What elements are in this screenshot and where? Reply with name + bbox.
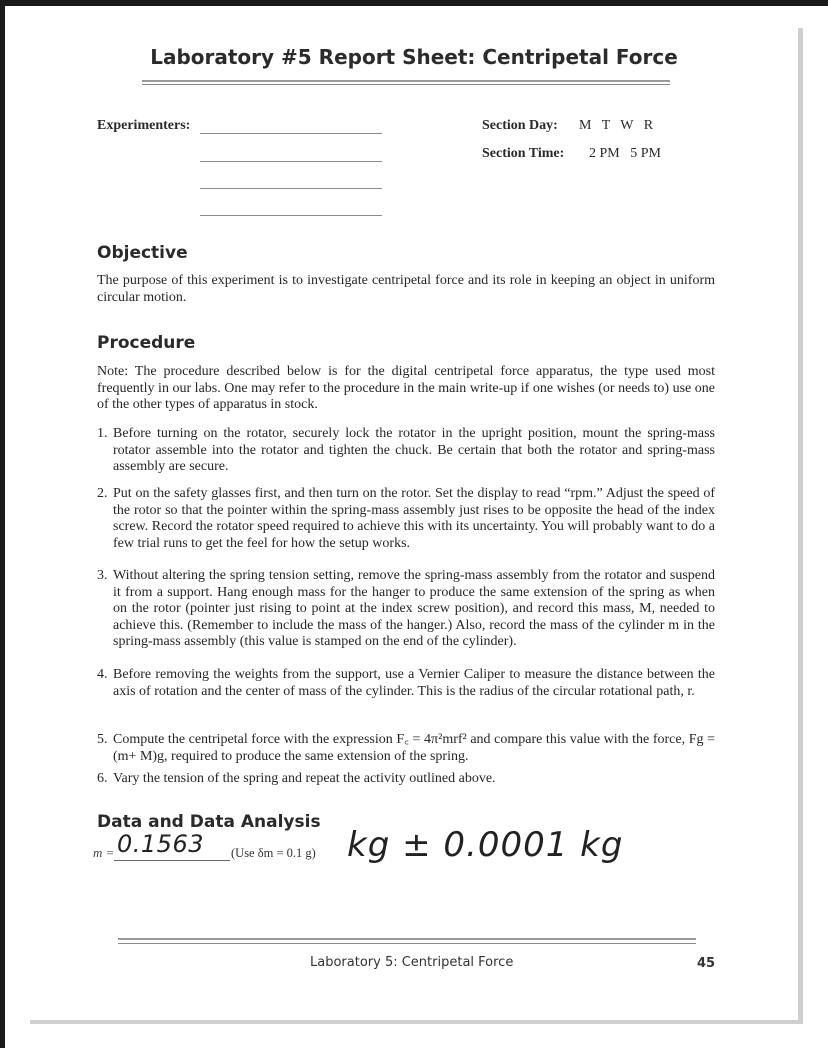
objective-text: The purpose of this experiment is to investigate centripetal force and its role in keeping an object in uniform circular motion. — [97, 273, 715, 305]
procedure-step-1 — [97, 426, 715, 476]
section-day-label: Section Day: — [482, 118, 558, 133]
mass-label: m = — [93, 845, 115, 860]
uncertainty-note: (Use δm = 0.1 g) — [231, 846, 316, 860]
step-number: 4. — [97, 667, 108, 682]
procedure-heading: Procedure — [97, 333, 196, 353]
experimenter-line-3[interactable] — [200, 188, 382, 189]
footer-rule-top — [118, 938, 696, 940]
procedure-step-4 — [97, 667, 715, 700]
step-number: 6. — [97, 771, 108, 786]
experimenter-line-2[interactable] — [200, 161, 382, 162]
step-text: Without altering the spring tension setting, remove the spring-mass assembly from the rotator and suspend it from a support. Hang enough mass for the hanger to produce the same extension of the spring as when on the rotor (pointer just rising to point at the index screw position), and record this mass, M, needed to achieve this. (Remember to include the mass of the hanger.) Also, record the mass of the cylinder m in the spring-mass assembly (this value is stamped on the end of the cylinder). — [113, 568, 715, 649]
step-text: Put on the safety glasses first, and then turn on the rotor. Set the display to read “rpm.” Adjust the speed of the rotor so that the pointer within the spring-mass assembly just rises to be opposite the head of the index screw. Record the rotator speed required to achieve this with its uncertainty. You will probably want to do a few trial runs to get the feel for how the setup works. — [113, 486, 715, 551]
experimenter-line-4[interactable] — [200, 215, 382, 216]
objective-heading: Objective — [97, 243, 188, 263]
mass-answer-line — [114, 860, 230, 861]
step-number: 5. — [97, 732, 108, 747]
handwritten-uncertainty: kg ± 0.0001 kg — [347, 825, 624, 865]
footer-rule-bottom — [118, 943, 696, 944]
mass-handwritten-value[interactable]: 0.1563 — [117, 830, 204, 858]
step-text: Vary the tension of the spring and repeat the activity outlined above. — [113, 771, 496, 786]
procedure-step-3 — [97, 568, 715, 651]
step-number: 2. — [97, 486, 108, 501]
procedure-note: Note: The procedure described below is for the digital centripetal force apparatus, the type used most frequently in our labs. One may refer to the procedure in the main write-up if one wishes (or needs to) use one of the other types of apparatus in stock. — [97, 364, 715, 412]
step-text: Before turning on the rotator, securely lock the rotator in the upright position, mount the spring-mass rotator assemble into the rotator and tighten the chuck. Be certain that both the rotator and spring-mass assembly are secure. — [113, 426, 715, 474]
screen-left-edge — [0, 0, 5, 1048]
page-number: 45 — [697, 956, 716, 971]
title-rule-top — [142, 80, 670, 82]
section-time-label: Section Time: — [482, 146, 565, 161]
step-number: 3. — [97, 568, 108, 583]
data-analysis-heading: Data and Data Analysis — [97, 812, 321, 832]
procedure-step-6 — [97, 771, 715, 788]
step-text: Compute the centripetal force with the expression F꜀ = 4π²mrf² and compare this value with the force, Fg = (m+ M)g, required to produce the same extension of the spring. — [113, 732, 715, 764]
procedure-step-5 — [97, 732, 715, 765]
step-text: Before removing the weights from the support, use a Vernier Caliper to measure the distance between the axis of rotation and the center of mass of the cylinder. This is the radius of the circular rotational path, r. — [113, 667, 715, 699]
experimenter-line-1[interactable] — [200, 133, 382, 134]
title-rule-bottom — [142, 84, 670, 85]
page-title: Laboratory #5 Report Sheet: Centripetal Force — [150, 45, 678, 69]
footer-title: Laboratory 5: Centripetal Force — [310, 955, 514, 970]
section-time-options[interactable]: 2 PM 5 PM — [589, 146, 661, 161]
step-number: 1. — [97, 426, 108, 441]
experimenters-label: Experimenters: — [97, 118, 191, 133]
section-day-options[interactable]: M T W R — [579, 118, 654, 133]
procedure-step-2 — [97, 486, 715, 552]
